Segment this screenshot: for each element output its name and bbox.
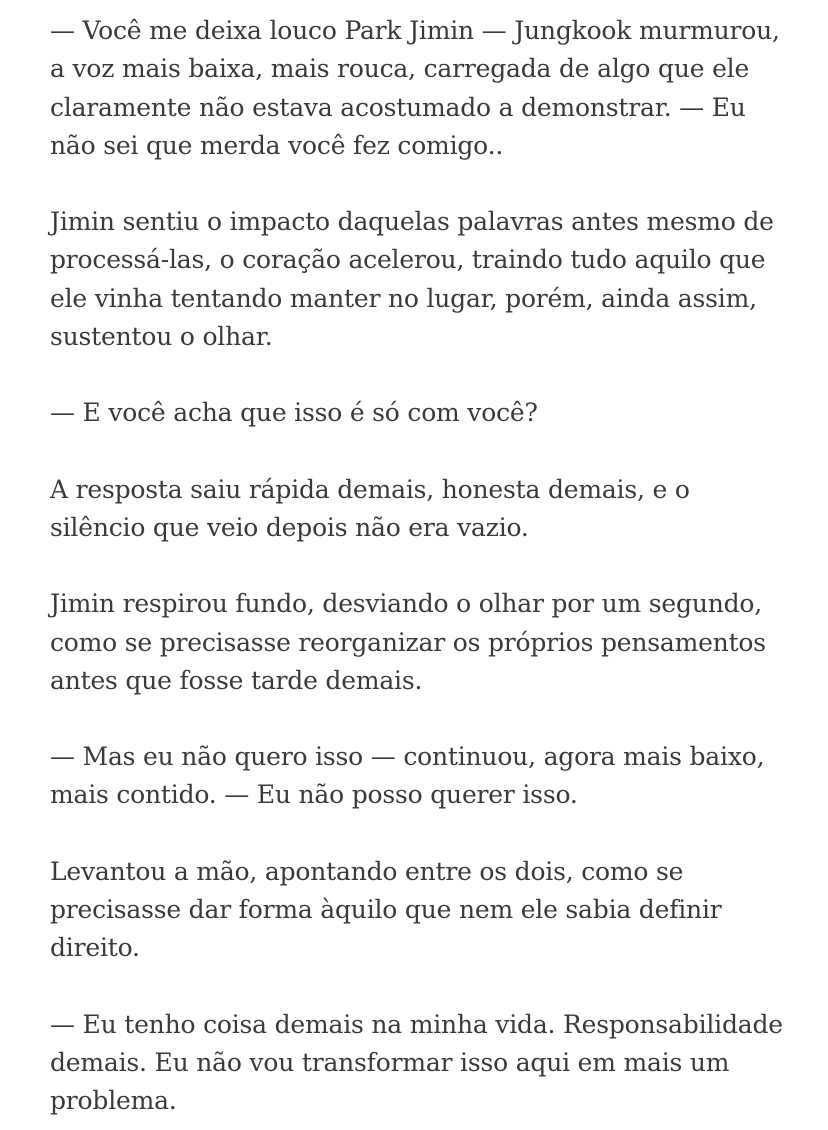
paragraph: — Eu tenho coisa demais na minha vida. Responsabilidade demais. Eu não vou transformar isso aqui em mais um problema. — [50, 1009, 783, 1116]
paragraph: — Mas eu não quero isso — continuou, agora mais baixo, mais contido. — Eu não posso querer isso. — [50, 742, 765, 810]
paragraph: — Você me deixa louco Park Jimin — Jungkook murmurou, a voz mais baixa, mais rouca, carregada de algo que ele claramente não estava acostumado a demonstrar. — Eu não sei que merda você fez comigo.. — [50, 16, 780, 160]
paragraph: Levantou a mão, apontando entre os dois, como se precisasse dar forma àquilo que nem ele sabia definir direito. — [50, 856, 722, 963]
paragraph: Jimin sentiu o impacto daquelas palavras antes mesmo de processá-las, o coração acelerou, traindo tudo aquilo que ele vinha tentando manter no lugar, porém, ainda assim, sustentou o olhar. — [50, 207, 774, 352]
paragraph: A resposta saiu rápida demais, honesta demais, e o silêncio que veio depois não era vazio. — [50, 474, 690, 542]
paragraph: — E você acha que isso é só com você? — [50, 398, 538, 428]
story-text — [50, 12, 790, 1121]
paragraph: Jimin respirou fundo, desviando o olhar por um segundo, como se precisasse reorganizar os próprios pensamentos antes que fosse tarde demais. — [50, 589, 766, 695]
